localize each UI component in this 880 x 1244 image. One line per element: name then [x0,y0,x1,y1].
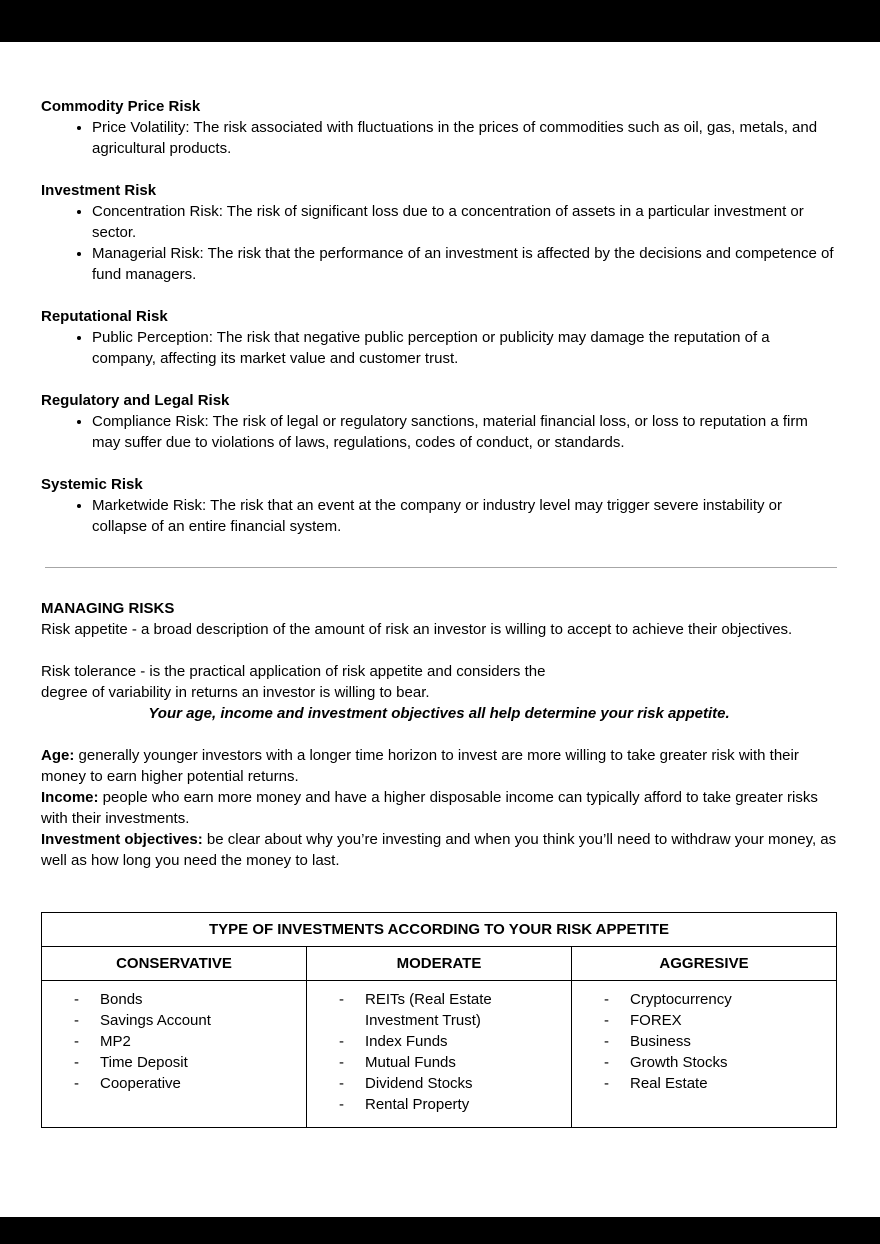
factor-income-text: people who earn more money and have a higher disposable income can typically afford to take greater risks with their investments. [41,789,818,827]
investment-types-table [41,912,837,1128]
bullet-item: • Concentration Risk: The risk of significant loss due to a concentration of assets in a particular investment or sector. [92,201,837,243]
factor-age [41,745,837,787]
investment-item: - Cooperative [42,1073,300,1094]
managing-risks-title: MANAGING RISKS [41,600,175,617]
investment-item: - Rental Property [307,1094,565,1115]
risk-tolerance-definition-line2: degree of variability in returns an investor is willing to bear. [41,684,430,701]
risk-tolerance-definition-line1: Risk tolerance - is the practical application of risk appetite and considers the [41,663,546,680]
section-title: Investment Risk [41,182,157,199]
section-divider [45,567,837,568]
bullet-item: • Compliance Risk: The risk of legal or regulatory sanctions, material financial loss, or loss to reputation a firm may suffer due to violations of laws, regulations, codes of conduct, or standards. [92,411,837,453]
table-header-row [42,947,837,981]
risk-factors [41,745,837,871]
investment-item: - Growth Stocks [572,1052,830,1073]
section-title: Commodity Price Risk [41,98,201,115]
factor-income-label: Income: [41,789,99,806]
investment-item: - REITs (Real Estate Investment Trust) [307,989,565,1031]
bullet-list [41,411,837,453]
column-header-aggresive: AGGRESIVE [572,947,837,981]
risk-appetite-callout: Your age, income and investment objectives all help determine your risk appetite. [148,705,730,722]
conservative-cell [42,981,307,1128]
investment-item: - Index Funds [307,1031,565,1052]
bullet-list [41,495,837,537]
investment-item: - FOREX [572,1010,830,1031]
investment-item: - Business [572,1031,830,1052]
top-letterbox-bar [0,0,880,42]
risk-section-regulatory [41,390,837,453]
investment-item: - Savings Account [42,1010,300,1031]
investment-item: - Real Estate [572,1073,830,1094]
investment-item: - Cryptocurrency [572,989,830,1010]
bullet-list [41,117,837,159]
bullet-list [41,327,837,369]
factor-age-text: generally younger investors with a longer time horizon to invest are more willing to take greater risk with their money to earn higher potential returns. [41,747,799,785]
moderate-cell [307,981,572,1128]
table-title-row [42,913,837,947]
investment-item: - Mutual Funds [307,1052,565,1073]
bullet-item: • Price Volatility: The risk associated with fluctuations in the prices of commodities such as oil, gas, metals, and agricultural products. [92,117,837,159]
table-body-row [42,981,837,1128]
risk-section-systemic [41,474,837,537]
risk-section-commodity [41,96,837,159]
section-title: Regulatory and Legal Risk [41,392,230,409]
section-title: Systemic Risk [41,476,143,493]
investment-item: - MP2 [42,1031,300,1052]
investment-item: - Bonds [42,989,300,1010]
section-title: Reputational Risk [41,308,168,325]
aggresive-cell [572,981,837,1128]
risk-section-investment [41,180,837,285]
risk-appetite-definition: Risk appetite - a broad description of the amount of risk an investor is willing to accept to achieve their objectives. [41,621,793,638]
factor-income [41,787,837,829]
investment-item: - Dividend Stocks [307,1073,565,1094]
document-page [0,42,880,1217]
factor-objectives-text: be clear about why you’re investing and when you think you’ll need to withdraw your money, as well as how long you need the money to last. [41,831,837,869]
column-header-moderate: MODERATE [307,947,572,981]
investment-item: - Time Deposit [42,1052,300,1073]
bottom-letterbox-bar [0,1217,880,1244]
managing-risks-section [41,598,837,871]
bullet-item: • Public Perception: The risk that negative public perception or publicity may damage the reputation of a company, affecting its market value and customer trust. [92,327,837,369]
bullet-item: • Marketwide Risk: The risk that an event at the company or industry level may trigger severe instability or collapse of an entire financial system. [92,495,837,537]
table-title: TYPE OF INVESTMENTS ACCORDING TO YOUR RISK APPETITE [42,913,837,947]
factor-objectives-label: Investment objectives: [41,831,203,848]
risk-section-reputational [41,306,837,369]
column-header-conservative: CONSERVATIVE [42,947,307,981]
factor-age-label: Age: [41,747,75,764]
bullet-item: • Managerial Risk: The risk that the performance of an investment is affected by the decisions and competence of fund managers. [92,243,837,285]
factor-objectives [41,829,837,871]
bullet-list [41,201,837,285]
